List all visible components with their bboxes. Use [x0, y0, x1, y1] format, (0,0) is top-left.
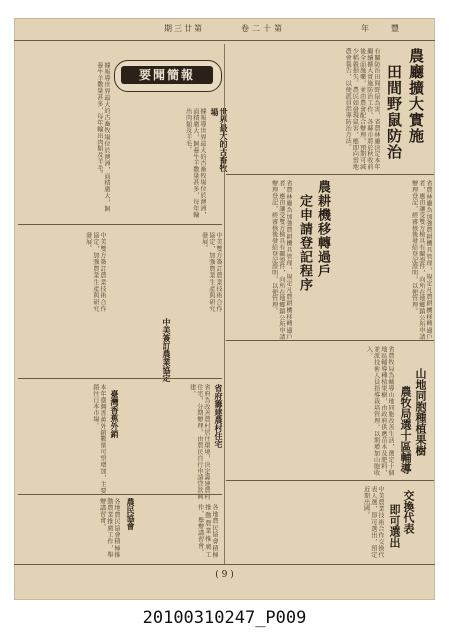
article-subheadline: 農牧局選十區輔導	[399, 386, 412, 474]
article-body: 省農林廳為加強農耕機具管理，規定凡農耕機移轉過戶者，應由讓受雙方檢具有關證件，向所在地鄉鎮公所申請辦理登記，經審核後發給登記證明，以便管理。	[410, 180, 432, 340]
article-headline: 農廳擴大實施	[407, 48, 425, 144]
article-headline: 交換代表	[402, 490, 415, 534]
section-divider	[18, 378, 222, 379]
section-divider	[18, 494, 222, 495]
page-header	[14, 18, 435, 41]
article-headline: 山地同胞種植果樹	[414, 368, 427, 456]
section-heading: 農民協會	[126, 498, 136, 530]
section-heading: 中美簽訂農業協定	[162, 318, 172, 382]
section-heading: 世界最大的古畜牧場	[210, 108, 229, 172]
archive-id: 20100310247_P009	[142, 608, 307, 628]
page-number: ( 9 )	[215, 570, 234, 580]
article-subheadline: 定申請登記程序	[297, 194, 312, 292]
article-body: 省農林廳為加強農耕機具管理，規定凡農耕機移轉過戶者，應由讓受雙方檢具有關證件，向所在地鄉鎮公所申請辦理登記，經審核後發給登記證明，以便管理。	[270, 180, 292, 340]
article-body: 據報導世界最大的古畜牧場位於澳洲，面積廣大，飼養牛羊數量甚多，每年輸出肉類及羊毛。	[184, 108, 206, 218]
article-body: 各地農民協會積極推動農業推廣工作，舉辦講習會。	[196, 504, 218, 558]
section-divider	[226, 340, 434, 341]
section-divider	[226, 174, 434, 175]
article-body: 省農牧局為輔導山地同胞改善生活，選定十個地區輔導種植果樹，由政府供應苗木及肥料，並派技術人員指導栽培管理，以期增加山胞收入。	[365, 346, 394, 476]
article-body: 有關防治田間野鼠為害，省農林廳決定本年繼續擴大實施防治工作。各縣市將於秋收前後全面施藥，並由農會配合辦理，預期可減少稻穀損失。農民如發現鼠害，應即向當地農會報告，以便派員指導防治方法。	[344, 48, 380, 170]
news-brief-banner	[114, 60, 222, 92]
section-heading: 省府籌建農村住宅	[214, 384, 224, 448]
article-body: 本年臺灣香蕉外銷數量可望增加，主要銷往日本市場。	[91, 384, 106, 494]
article-headline: 農耕機移轉過戶	[315, 180, 330, 278]
article-body: 中美雙方簽訂農業技術合作協定，加強農業生產與研究發展。	[200, 232, 222, 312]
section-divider	[226, 480, 434, 481]
publication-name: 年 豐	[361, 24, 401, 33]
banner-label: 要聞簡報	[121, 66, 213, 84]
footer-divider	[14, 564, 435, 565]
article-subheadline: 田間野鼠防治	[385, 64, 403, 160]
section-heading: 臺灣香蕉外銷	[110, 390, 120, 438]
article-body: 中美雙方簽訂農業技術合作協定，加強農業生產與研究發展。	[84, 232, 106, 312]
article-body: 據報導世界最大的古畜牧場位於澳洲，面積廣大，飼養牛羊數量甚多，每年輸出肉類及羊毛。	[95, 62, 110, 212]
article-body: 各地農民協會積極推動農業推廣工作，舉辦講習會。	[98, 498, 120, 558]
issue-number: 期三廿第	[164, 24, 204, 33]
section-divider	[18, 224, 222, 225]
article-subheadline: 即可選出	[388, 504, 401, 548]
newspaper-page	[14, 18, 435, 600]
column-divider	[224, 44, 225, 564]
article-body: 省府為改善農村居住環境，決定籌建農村住宅，分期辦理，由農民自行申請貸款興建。	[188, 384, 210, 500]
article-body: 中美農業技術合作交換代表人選，即可選出，預定近期出國。	[362, 486, 384, 558]
volume-number: 卷二十第	[241, 24, 285, 33]
